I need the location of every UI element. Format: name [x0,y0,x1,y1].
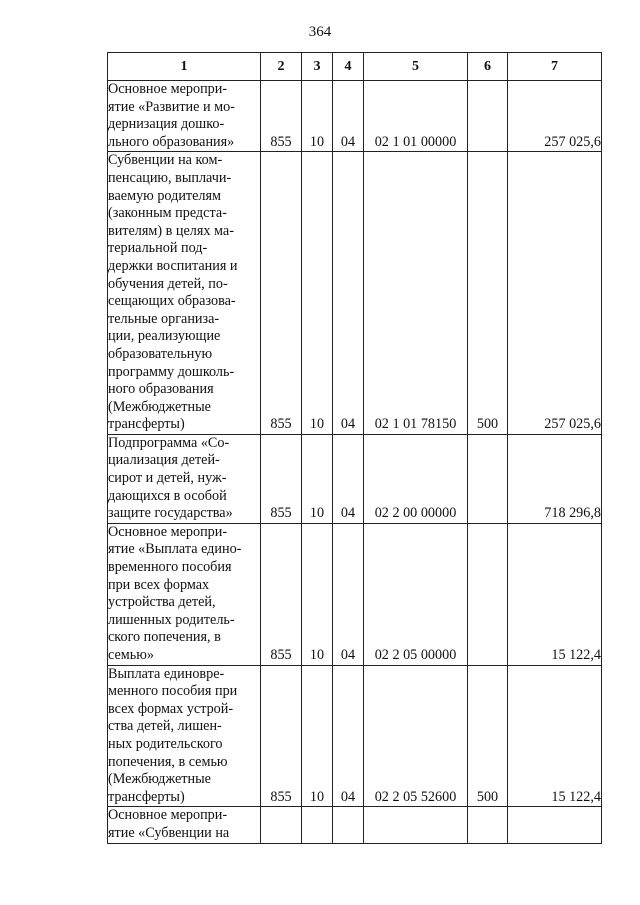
item-name-line: попечения, в семью [108,753,228,770]
item-name-line: ятие «Развитие и мо- [108,98,235,115]
header-col-2: 2 [261,53,302,81]
item-name-line: ятие «Субвенции на [108,824,230,841]
cell-administrator-code: 855 [261,152,302,435]
table-row [108,665,602,807]
item-name-line: ятие «Выплата едино- [108,541,242,558]
cell-section: 10 [302,523,333,665]
item-name-line: циализация детей- [108,452,220,469]
cell-amount: 257 025,6 [508,81,602,152]
item-name-line: (законным предста- [108,205,227,222]
item-name-line: при всех формах [108,576,210,593]
header-col-7: 7 [508,53,602,81]
cell-section [302,807,333,843]
table-body [108,81,602,844]
item-name-line: семью» [108,647,154,663]
item-name-line: менного пособия при [108,683,238,700]
item-name-line: устройства детей, [108,594,216,611]
item-name-line: ных родительского [108,735,223,752]
cell-subsection: 04 [333,152,364,435]
item-name-line: лишенных родитель- [108,611,235,628]
cell-target-article: 02 1 01 00000 [364,81,468,152]
cell-expense-type [468,434,508,523]
cell-item-name [108,152,261,435]
cell-amount [508,807,602,843]
cell-administrator-code: 855 [261,523,302,665]
item-name-line: дающихся в особой [108,487,227,504]
item-name-line: Основное меропри- [108,807,228,824]
cell-administrator-code: 855 [261,434,302,523]
item-name-line: держки воспитания и [108,257,238,274]
item-name-line: ции, реализующие [108,328,221,345]
cell-subsection: 04 [333,434,364,523]
item-name-line: Субвенции на ком- [108,152,223,169]
item-name-line: ного образования [108,381,214,398]
cell-administrator-code: 855 [261,81,302,152]
item-name-line: ства детей, лишен- [108,718,222,735]
cell-item-name [108,434,261,523]
table-row [108,523,602,665]
budget-table [107,52,602,844]
item-name-line: всех формах устрой- [108,700,234,717]
item-name-line: Основное меропри- [108,81,228,97]
cell-target-article: 02 2 00 00000 [364,434,468,523]
cell-section: 10 [302,81,333,152]
table-row [108,152,602,435]
cell-section: 10 [302,434,333,523]
cell-expense-type: 500 [468,665,508,807]
item-name-line: сирот и детей, нуж- [108,470,227,487]
item-name-line: вителям) в целях ма- [108,222,234,239]
cell-amount: 15 122,4 [508,523,602,665]
cell-expense-type [468,807,508,843]
cell-expense-type [468,523,508,665]
header-col-3: 3 [302,53,333,81]
cell-subsection: 04 [333,665,364,807]
cell-item-name [108,807,261,843]
cell-amount: 15 122,4 [508,665,602,807]
cell-section: 10 [302,665,333,807]
item-name-line: (Межбюджетные [108,771,211,788]
table-row [108,434,602,523]
cell-target-article: 02 1 01 78150 [364,152,468,435]
cell-target-article: 02 2 05 52600 [364,665,468,807]
cell-item-name [108,81,261,152]
item-name-line: льного образования» [108,133,235,150]
cell-subsection: 04 [333,81,364,152]
item-name-line: тельные организа- [108,310,220,327]
table-row [108,807,602,843]
item-name-line: программу дошколь- [108,363,235,380]
cell-item-name [108,523,261,665]
item-name-line: (Межбюджетные [108,398,211,415]
cell-subsection [333,807,364,843]
cell-expense-type [468,81,508,152]
item-name-line: Выплата единовре- [108,665,225,682]
cell-item-name [108,665,261,807]
item-name-line: Подпрограмма «Со- [108,434,230,451]
item-name-line: временного пособия [108,559,232,576]
header-col-6: 6 [468,53,508,81]
item-name-line: пенсацию, выплачи- [108,169,232,186]
item-name-line: ваемую родителям [108,187,221,204]
table-header-row [108,53,602,81]
item-name-line: трансферты) [108,416,185,433]
header-col-1: 1 [108,53,261,81]
item-name-line: трансферты) [108,788,185,805]
item-name-line: сещающих образова- [108,293,236,310]
item-name-line: Основное меропри- [108,523,228,540]
table-row [108,81,602,152]
cell-administrator-code: 855 [261,665,302,807]
item-name-line: дернизация дошко- [108,116,225,133]
cell-amount: 257 025,6 [508,152,602,435]
cell-amount: 718 296,8 [508,434,602,523]
cell-administrator-code [261,807,302,843]
cell-subsection: 04 [333,523,364,665]
cell-target-article: 02 2 05 00000 [364,523,468,665]
cell-target-article [364,807,468,843]
item-name-line: защите государства» [108,505,233,522]
header-col-5: 5 [364,53,468,81]
item-name-line: образовательную [108,345,213,362]
header-col-4: 4 [333,53,364,81]
cell-expense-type: 500 [468,152,508,435]
cell-section: 10 [302,152,333,435]
page-number: 364 [308,24,332,40]
item-name-line: ского попечения, в [108,629,221,646]
item-name-line: териальной под- [108,240,208,257]
item-name-line: обучения детей, по- [108,275,228,292]
